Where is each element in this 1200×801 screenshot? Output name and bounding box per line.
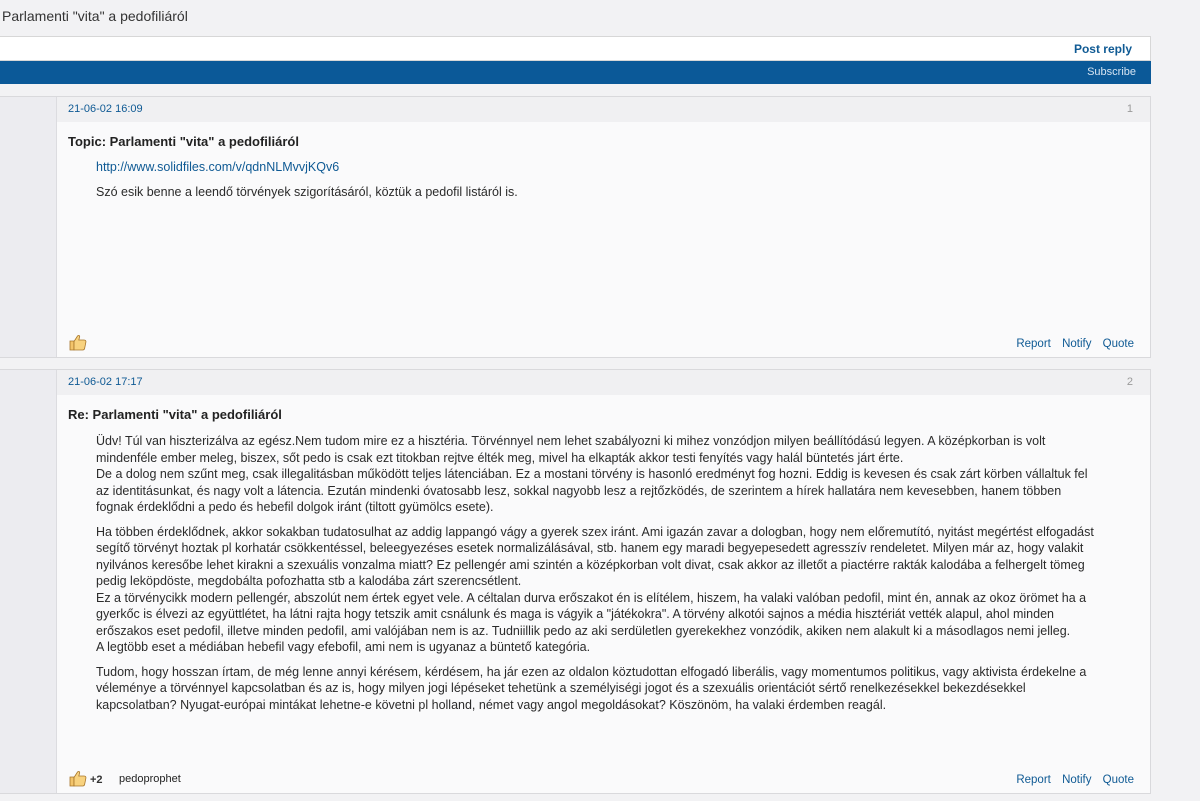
post-link[interactable]: http://www.solidfiles.com/v/qdnNLMvvjKQv6 [96,160,340,174]
post-body [96,433,1100,721]
subscribe-link[interactable]: Subscribe [1087,66,1136,78]
subscribe-bar [0,61,1151,84]
thumbs-up-icon[interactable] [69,334,87,351]
author-link[interactable]: pedoprophet [119,773,181,785]
post-subject: Re: Parlamenti "vita" a pedofiliáról [68,407,282,422]
post-footer [57,767,1150,793]
post-number-link[interactable]: 1 [1126,103,1133,115]
post-paragraph: Ha többen érdeklődnek, akkor sokakban tudatosulhat az addig lappangó vágy a gyerek szex iránt. Ami igazán zavar a dologban, hogy nem előremutító, nyitást megértést elfogadást segítő törvényt hoztak pl korhatár csökkentéssel, beleegyezéses esetek normalizálásával, stb. hanem egy maradi begyepesedett agresszív rendeletet. Milyen már az, hogy valakit nyilvános keresőbe lehet kirakni a szexuális vonzalma miatt? Ez pellengér ami szintén a középkorban volt divat, csak akkor az illetőt a piactérre rakták kalodába a felhergelt tömeg pedig leköpdöste, megdobálta pofozhatta stb a kalodába zárt szerencsétlent. Ez a törvénycikk modern pellengér, abszolút nem értek egyet vele. A céltalan durva erőszakot én is elítélem, hiszem, ha valaki valóban pedofil, mint én, annak az okoz örömet ha a gyerkőc is élvezi az együttlétet, ha látni rajta hogy tetszik amit csnálunk és maga is vágyik a "játékokra". A törvény alkotói sajnos a média hisztériát vették alapul, ahol minden erőszakos eset pedofil, illetve minden pedofil, ami valójában nem is az. Tudniillik pedo az aki serdületlen gyerekekhez vonzódik, akiken nem alakult ki a másodlagos nemi jelleg. A legtöbb eset a médiában hebefil vagy efebofil, ami nem is ugyanaz a büntető kategória. [96,524,1094,654]
post-2 [0,369,1151,794]
report-link[interactable]: Report [1016,774,1051,786]
post-date-link[interactable]: 21-06-02 17:17 [68,376,143,388]
post-body [96,159,1100,208]
post-number-link[interactable]: 2 [1126,376,1133,388]
post-paragraph: Tudom, hogy hosszan írtam, de még lenne annyi kérésem, kérdésem, ha jár ezen az oldalon köztudottan elfogadó liberális, vagy momentumos politikus, vagy aktivista érdekelne a véleménye a törvénnyel kapcsolatban és az is, hogy milyen jogi lépéseket tehetünk a személyiségi jogot és a szexuális orientációt sértő renelkezésekkel bekezdésekkel kapcsolatban? Nyugat-európai mintákat lehetne-e követni pl holland, német vagy angol megoldásokat? Köszönöm, ha valaki érdemben reagál. [96,664,1087,712]
report-link[interactable]: Report [1016,338,1051,350]
post-header [57,370,1150,395]
quote-link[interactable]: Quote [1102,338,1134,350]
post-1 [0,96,1151,358]
post-footer [57,331,1150,357]
page-title: Parlamenti "vita" a pedofiliáról [2,8,188,24]
post-actions [1008,774,1134,786]
post-paragraph: Szó esik benne a leendő törvények szigorításáról, köztük a pedofil listáról is. [96,184,518,199]
thumbs-up-icon[interactable] [69,770,87,787]
post-author-column [0,97,57,357]
post-paragraph: Üdv! Túl van hiszterizálva az egész.Nem tudom mire ez a hisztéria. Törvénnyel nem lehet szabályozni ki mihez vonzódjon milyen beállítódású legyen. A középkorban is volt mindenféle ember meleg, biszex, sőt pedo is csak ezt titokban rejtve élték meg, mivel ha elkapták akkor testi fenyítés vagy halál büntetés járt érte. De a dolog nem szűnt meg, csak illegalitásban működött teljes látenciában. Ez a mostani törvény is hasonló eredményt fog hozni. Eddig is kevesen és csak zárt körben vállaltuk fel az identitásunkat, és nagy volt a látencia. Ezután mindenki óvatosabb lesz, sokkal nagyobb lesz a rejtőzködés, de szerintem a hírek hallatára nem kevesebben, hanem többen fognak érdeklődni a pedo és hebefil dolgok iránt (tiltott gyümölcs esete). [96,434,1088,514]
action-bar [0,36,1151,61]
post-subject: Topic: Parlamenti "vita" a pedofiliáról [68,134,299,149]
quote-link[interactable]: Quote [1102,774,1134,786]
post-date-link[interactable]: 21-06-02 16:09 [68,103,143,115]
post-header [57,97,1150,122]
notify-link[interactable]: Notify [1062,338,1092,350]
notify-link[interactable]: Notify [1062,774,1092,786]
like-count: +2 [90,774,103,786]
post-author-column [0,370,57,793]
post-actions [1008,338,1134,350]
post-reply-button[interactable]: Post reply [1073,42,1132,56]
